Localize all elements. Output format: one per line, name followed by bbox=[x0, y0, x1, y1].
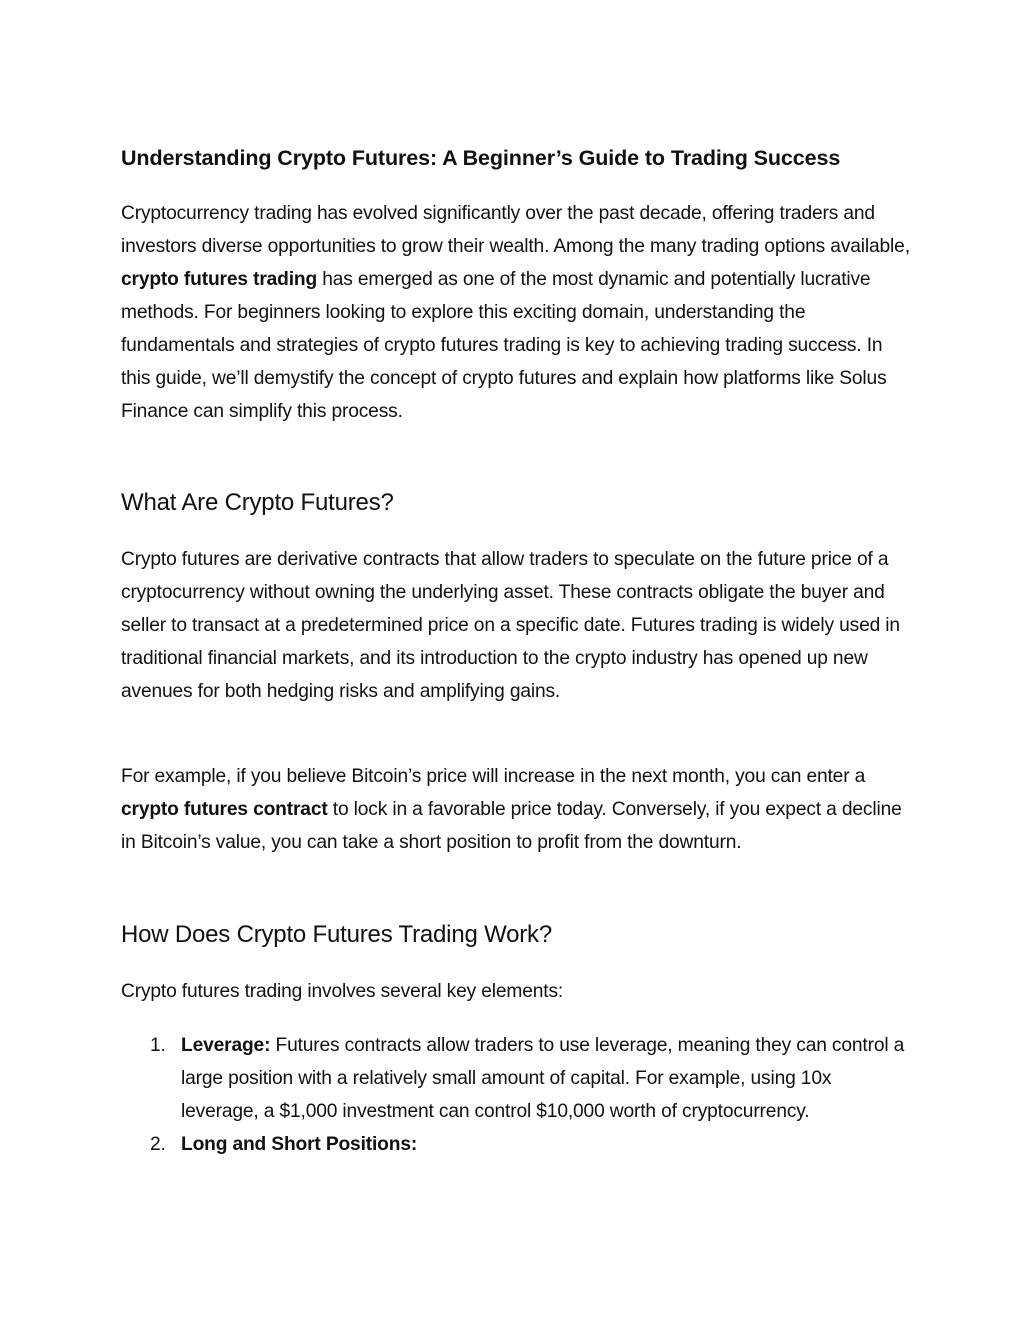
intro-paragraph bbox=[121, 197, 911, 428]
document-title: Understanding Crypto Futures: A Beginner’s Guide to Trading Success bbox=[121, 146, 841, 170]
list-item-number: 2. bbox=[150, 1134, 166, 1155]
section-heading-what-are-futures: What Are Crypto Futures? bbox=[121, 489, 394, 516]
section1-paragraph-1: Crypto futures are derivative contracts that allow traders to speculate on the future price of a cryptocurrency without owning the underlying asset. These contracts obligate the buyer and seller to transact at a predetermined price on a specific date. Futures trading is widely used in traditional financial markets, and its introduction to the crypto industry has opened up new avenues for both hedging risks and amplifying gains. bbox=[121, 549, 900, 702]
key-elements-list bbox=[121, 1029, 911, 1161]
example-text-end: to lock in a favorable price today. Conversely, if you expect a decline in Bitcoin’s value, you can take a short position to profit from the downturn. bbox=[121, 799, 902, 853]
list-item-leverage bbox=[121, 1029, 911, 1128]
intro-bold-term: crypto futures trading bbox=[121, 269, 318, 290]
intro-text-start: Cryptocurrency trading has evolved significantly over the past decade, offering traders and investors diverse opportunities to grow their wealth. Among the many trading options available, bbox=[121, 203, 910, 257]
section1-paragraph-2 bbox=[121, 760, 911, 859]
list-item-bold-label: Long and Short Positions: bbox=[181, 1134, 418, 1155]
section2-intro-paragraph: Crypto futures trading involves several key elements: bbox=[121, 981, 564, 1002]
list-item-number: 1. bbox=[150, 1035, 166, 1056]
list-item-long-short bbox=[121, 1128, 911, 1161]
list-item-text: Futures contracts allow traders to use leverage, meaning they can control a large position with a relatively small amount of capital. For example, using 10x leverage, a $1,000 investment can control $10,000 worth of cryptocurrency. bbox=[181, 1035, 905, 1122]
intro-text-end: has emerged as one of the most dynamic and potentially lucrative methods. For beginners looking to explore this exciting domain, understanding the fundamentals and strategies of crypto futures trading is key to achieving trading success. In this guide, we’ll demystify the concept of crypto futures and explain how platforms like Solus Finance can simplify this process. bbox=[121, 269, 887, 422]
section-heading-how-it-works: How Does Crypto Futures Trading Work? bbox=[121, 921, 552, 948]
list-item-bold-label: Leverage: bbox=[181, 1035, 271, 1056]
example-bold-term: crypto futures contract bbox=[121, 799, 328, 820]
example-text-start: For example, if you believe Bitcoin’s price will increase in the next month, you can enter a bbox=[121, 766, 866, 787]
